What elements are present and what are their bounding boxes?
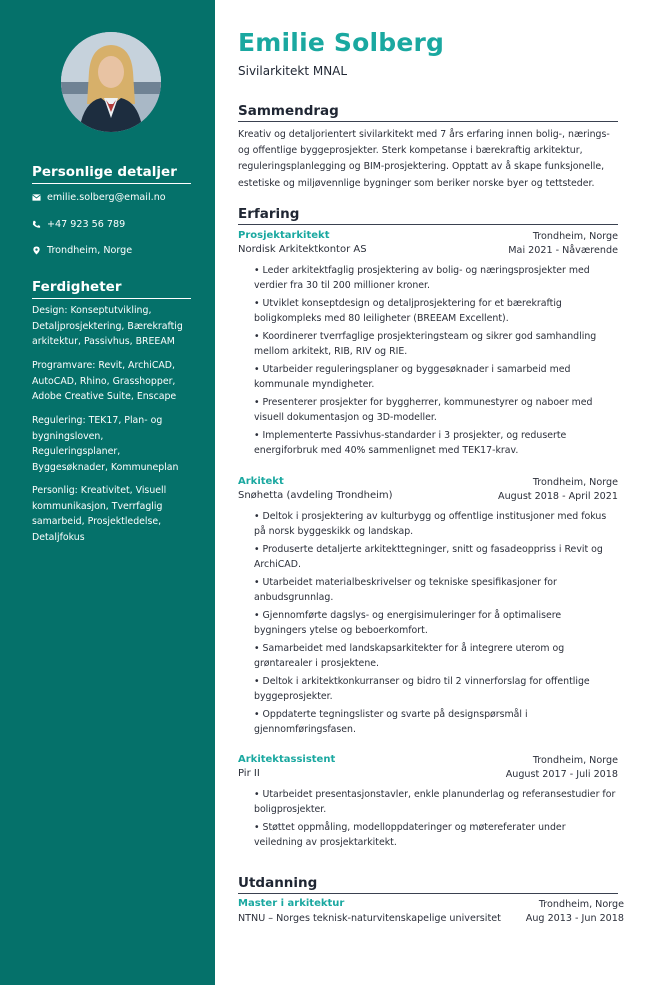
job-company: Nordisk Arkitektkontor AS xyxy=(238,244,367,255)
education-heading: Utdanning xyxy=(238,875,618,894)
job-bullets xyxy=(254,263,616,461)
job-bullets xyxy=(254,509,616,740)
avatar xyxy=(61,32,161,132)
list-item: • Deltok i prosjektering av kulturbygg og offentlige institusjoner med fokus på norsk byggeskikk og landskap. xyxy=(254,509,616,540)
list-item: • Utarbeidet presentasjonstavler, enkle planunderlag og referansestudier for boligprosjekter. xyxy=(254,787,616,818)
job-title: Prosjektarkitekt xyxy=(238,230,330,241)
job-location: Trondheim, Norge xyxy=(532,477,618,488)
personal-details-heading: Personlige detaljer xyxy=(32,164,191,184)
job-dates: August 2017 - Juli 2018 xyxy=(505,769,618,780)
job-company: Pir II xyxy=(238,768,260,779)
experience-heading: Erfaring xyxy=(238,206,618,225)
skill-personal: Personlig: Kreativitet, Visuell kommunikasjon, Tverrfaglig samarbeid, Prosjektledelse, Detaljfokus xyxy=(32,485,167,543)
sidebar xyxy=(0,0,215,985)
list-item: • Presenterer prosjekter for byggherrer, kommunestyrer og naboer med visuell dokumentasjon og 3D-modeller. xyxy=(254,395,616,426)
education-degree: Master i arkitektur xyxy=(238,898,345,909)
skill-software: Programvare: Revit, ArchiCAD, AutoCAD, Rhino, Grasshopper, Adobe Creative Suite, Enscape xyxy=(32,360,177,402)
skill-design: Design: Konseptutvikling, Detaljprosjektering, Bærekraftig arkitektur, Passivhus, BREEAM xyxy=(32,305,183,347)
job-title: Arkitekt xyxy=(238,476,284,487)
list-item: • Utviklet konseptdesign og detaljprosjektering for et bærekraftig boligkompleks med 80 leiligheter (BREEAM Excellent). xyxy=(254,296,616,327)
skills-heading: Ferdigheter xyxy=(32,279,191,299)
location-row xyxy=(32,245,202,256)
job-location: Trondheim, Norge xyxy=(532,231,618,242)
email-row[interactable] xyxy=(32,192,202,203)
job-dates: Mai 2021 - Nåværende xyxy=(508,245,618,256)
list-item: • Oppdaterte tegningslister og svarte på designspørsmål i gjennomføringsfasen. xyxy=(254,707,616,738)
email-icon xyxy=(32,193,41,202)
list-item: • Deltok i arkitektkonkurranser og bidro til 2 vinnerforslag for offentlige byggeprosjekter. xyxy=(254,674,616,705)
candidate-name: Emilie Solberg xyxy=(238,28,445,57)
list-item: • Samarbeidet med landskapsarkitekter for å integrere uterom og grøntarealer i prosjektene. xyxy=(254,641,616,672)
list-item: • Støttet oppmåling, modelloppdateringer og møtereferater under veiledning av prosjektarkitekt. xyxy=(254,820,616,851)
education-dates: Aug 2013 - Jun 2018 xyxy=(525,913,624,924)
summary-text: Kreativ og detaljorientert sivilarkitekt med 7 års erfaring innen bolig-, nærings- og offentlige byggeprosjekter. Sterk kompetanse i bærekraftig arkitektur, reguleringsplanlegging og BIM-prosjektering. Opptatt av å skape funksjonelle, estetiske og miljøvennlige bygninger som beriker norske byer og tettsteder. xyxy=(238,129,610,189)
job-location: Trondheim, Norge xyxy=(532,755,618,766)
list-item: • Implementerte Passivhus-standarder i 3 prosjekter, og reduserte energiforbruk med 40% sammenlignet med TEK17-krav. xyxy=(254,428,616,459)
list-item: • Utarbeider reguleringsplaner og byggesøknader i samarbeid med kommunale myndigheter. xyxy=(254,362,616,393)
profile-photo xyxy=(61,32,161,132)
job-bullets xyxy=(254,787,616,853)
phone-row[interactable] xyxy=(32,219,202,230)
location-text: Trondheim, Norge xyxy=(47,245,133,256)
job-dates: August 2018 - April 2021 xyxy=(498,491,618,502)
education-school: NTNU – Norges teknisk-naturvitenskapelige universitet xyxy=(238,913,501,924)
skill-regulation: Regulering: TEK17, Plan- og bygningsloven, Reguleringsplaner, Byggesøknader, Kommuneplan xyxy=(32,415,179,473)
summary-heading: Sammendrag xyxy=(238,103,618,122)
candidate-title: Sivilarkitekt MNAL xyxy=(238,64,348,78)
list-item: • Utarbeidet materialbeskrivelser og tekniske spesifikasjoner for anbudsgrunnlag. xyxy=(254,575,616,606)
phone-icon xyxy=(32,220,41,229)
list-item: • Leder arkitektfaglig prosjektering av bolig- og næringsprosjekter med verdier fra 30 til 200 millioner kroner. xyxy=(254,263,616,294)
education-location: Trondheim, Norge xyxy=(538,899,624,910)
list-item: • Produserte detaljerte arkitekttegninger, snitt og fasadeoppriss i Revit og ArchiCAD. xyxy=(254,542,616,573)
phone-text: +47 923 56 789 xyxy=(47,219,126,230)
list-item: • Koordinerer tverrfaglige prosjekteringsteam og sikrer god samhandling mellom arkitekt, RIB, RIV og RIE. xyxy=(254,329,616,360)
email-text: emilie.solberg@email.no xyxy=(47,192,166,203)
location-icon xyxy=(32,246,41,255)
list-item: • Gjennomførte dagslys- og energisimuleringer for å optimalisere bygningers ytelse og beboerkomfort. xyxy=(254,608,616,639)
job-company: Snøhetta (avdeling Trondheim) xyxy=(238,490,393,501)
job-title: Arkitektassistent xyxy=(238,754,336,765)
